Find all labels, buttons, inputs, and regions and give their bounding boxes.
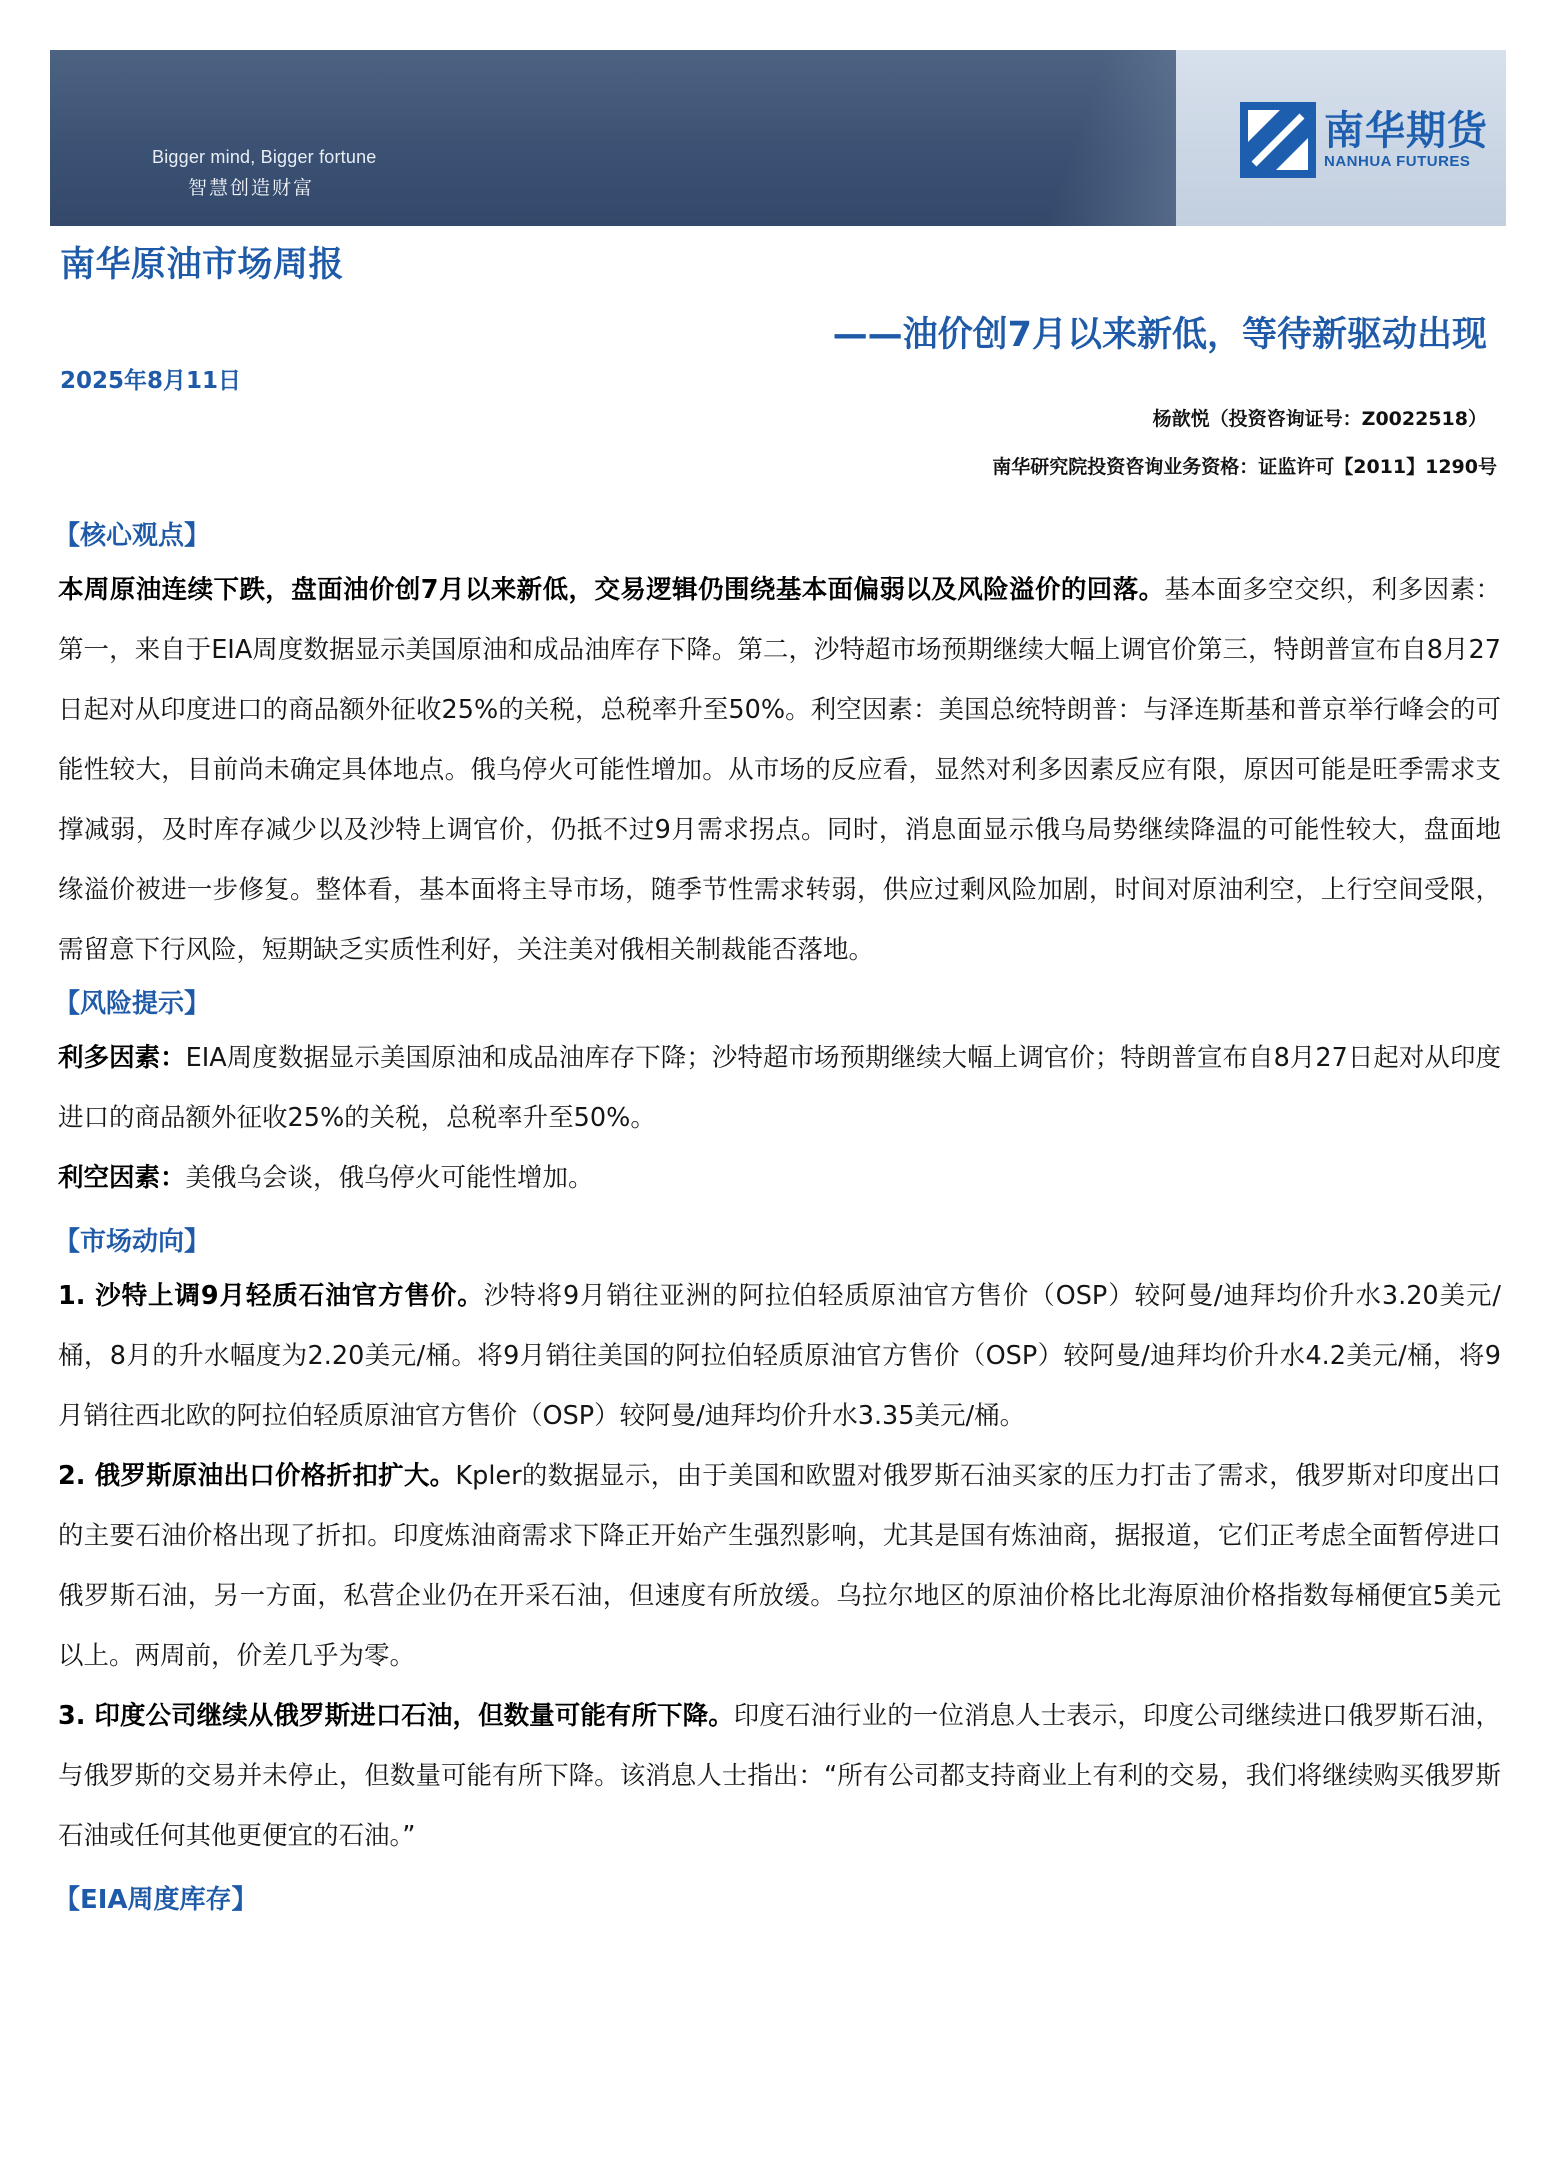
market-item-lead: 1. 沙特上调9月轻质石油官方售价。 [58, 1281, 484, 1311]
risk-bear-paragraph [58, 1148, 1501, 1208]
header-banner [50, 50, 1506, 226]
market-item-text: 印度石油行业的一位消息人士表示，印度公司继续进口俄罗斯石油，与俄罗斯的交易并未停止，但数量可能有所下降。该消息人士指出：“所有公司都支持商业上有利的交易，我们将继续购买俄罗斯石油或任何其他更便宜的石油。” [58, 1701, 1501, 1851]
license-line: 南华研究院投资咨询业务资格：证监许可【2011】1290号 [992, 456, 1497, 478]
core-view-paragraph [58, 560, 1501, 980]
nanhua-logo [1240, 102, 1488, 178]
market-item-lead: 3. 印度公司继续从俄罗斯进口石油，但数量可能有所下降。 [58, 1701, 734, 1731]
report-date: 2025年8月11日 [60, 368, 242, 394]
risk-bull-label: 利多因素： [58, 1043, 186, 1073]
logo-name-en: NANHUA FUTURES [1324, 153, 1471, 170]
risk-bear-text: 美俄乌会谈，俄乌停火可能性增加。 [185, 1163, 594, 1193]
author-line: 杨歆悦（投资咨询证号：Z0022518） [1152, 408, 1487, 430]
market-item [58, 1686, 1501, 1866]
market-heading: 【市场动向】 [54, 1227, 211, 1257]
report-subtitle: ——油价创7月以来新低，等待新驱动出现 [832, 315, 1487, 355]
market-item-text: 沙特将9月销往亚洲的阿拉伯轻质原油官方售价（OSP）较阿曼/迪拜均价升水3.20美元/桶，8月的升水幅度为2.20美元/桶。将9月销往美国的阿拉伯轻质原油官方售价（OSP）较阿曼/迪拜均价升水4.2美元/桶，将9月销往西北欧的阿拉伯轻质原油官方售价（OSP）较阿曼/迪拜均价升水3.35美元/桶。 [58, 1281, 1501, 1431]
slogan-cn: 智慧创造财富 [188, 177, 315, 199]
logo-name-cn: 南华期货 [1324, 108, 1488, 154]
report-body [54, 512, 1501, 1924]
slogan-en: Bigger mind, Bigger fortune [152, 147, 377, 167]
nanhua-logo-icon [1240, 102, 1316, 178]
report-title: 南华原油市场周报 [60, 245, 345, 285]
core-view-lead: 本周原油连续下跌，盘面油价创7月以来新低，交易逻辑仍围绕基本面偏弱以及风险溢价的回落。 [58, 575, 1165, 605]
risk-heading: 【风险提示】 [54, 989, 211, 1019]
market-item [58, 1266, 1501, 1446]
core-view-text: 基本面多空交织，利多因素：第一，来自于EIA周度数据显示美国原油和成品油库存下降。第二，沙特超市场预期继续大幅上调官价第三，特朗普宣布自8月27日起对从印度进口的商品额外征收25%的关税，总税率升至50%。利空因素：美国总统特朗普：与泽连斯基和普京举行峰会的可能性较大，目前尚未确定具体地点。俄乌停火可能性增加。从市场的反应看，显然对利多因素反应有限，原因可能是旺季需求支撑减弱，及时库存减少以及沙特上调官价，仍抵不过9月需求拐点。同时，消息面显示俄乌局势继续降温的可能性较大，盘面地缘溢价被进一步修复。整体看，基本面将主导市场，随季节性需求转弱，供应过剩风险加剧，时间对原油利空，上行空间受限，需留意下行风险，短期缺乏实质性利好，关注美对俄相关制裁能否落地。 [58, 575, 1501, 965]
eia-heading: 【EIA周度库存】 [54, 1885, 258, 1915]
risk-bull-text: EIA周度数据显示美国原油和成品油库存下降；沙特超市场预期继续大幅上调官价；特朗普宣布自8月27日起对从印度进口的商品额外征收25%的关税，总税率升至50%。 [58, 1043, 1501, 1133]
market-item-text: Kpler的数据显示，由于美国和欧盟对俄罗斯石油买家的压力打击了需求，俄罗斯对印度出口的主要石油价格出现了折扣。印度炼油商需求下降正开始产生强烈影响，尤其是国有炼油商，据报道，它们正考虑全面暂停进口俄罗斯石油，另一方面，私营企业仍在开采石油，但速度有所放缓。乌拉尔地区的原油价格比北海原油价格指数每桶便宜5美元以上。两周前，价差几乎为零。 [58, 1461, 1501, 1671]
core-view-heading: 【核心观点】 [54, 521, 211, 551]
risk-bear-label: 利空因素： [58, 1163, 186, 1193]
market-item-lead: 2. 俄罗斯原油出口价格折扣扩大。 [58, 1461, 456, 1491]
market-item [58, 1446, 1501, 1686]
risk-bull-paragraph [58, 1028, 1501, 1148]
